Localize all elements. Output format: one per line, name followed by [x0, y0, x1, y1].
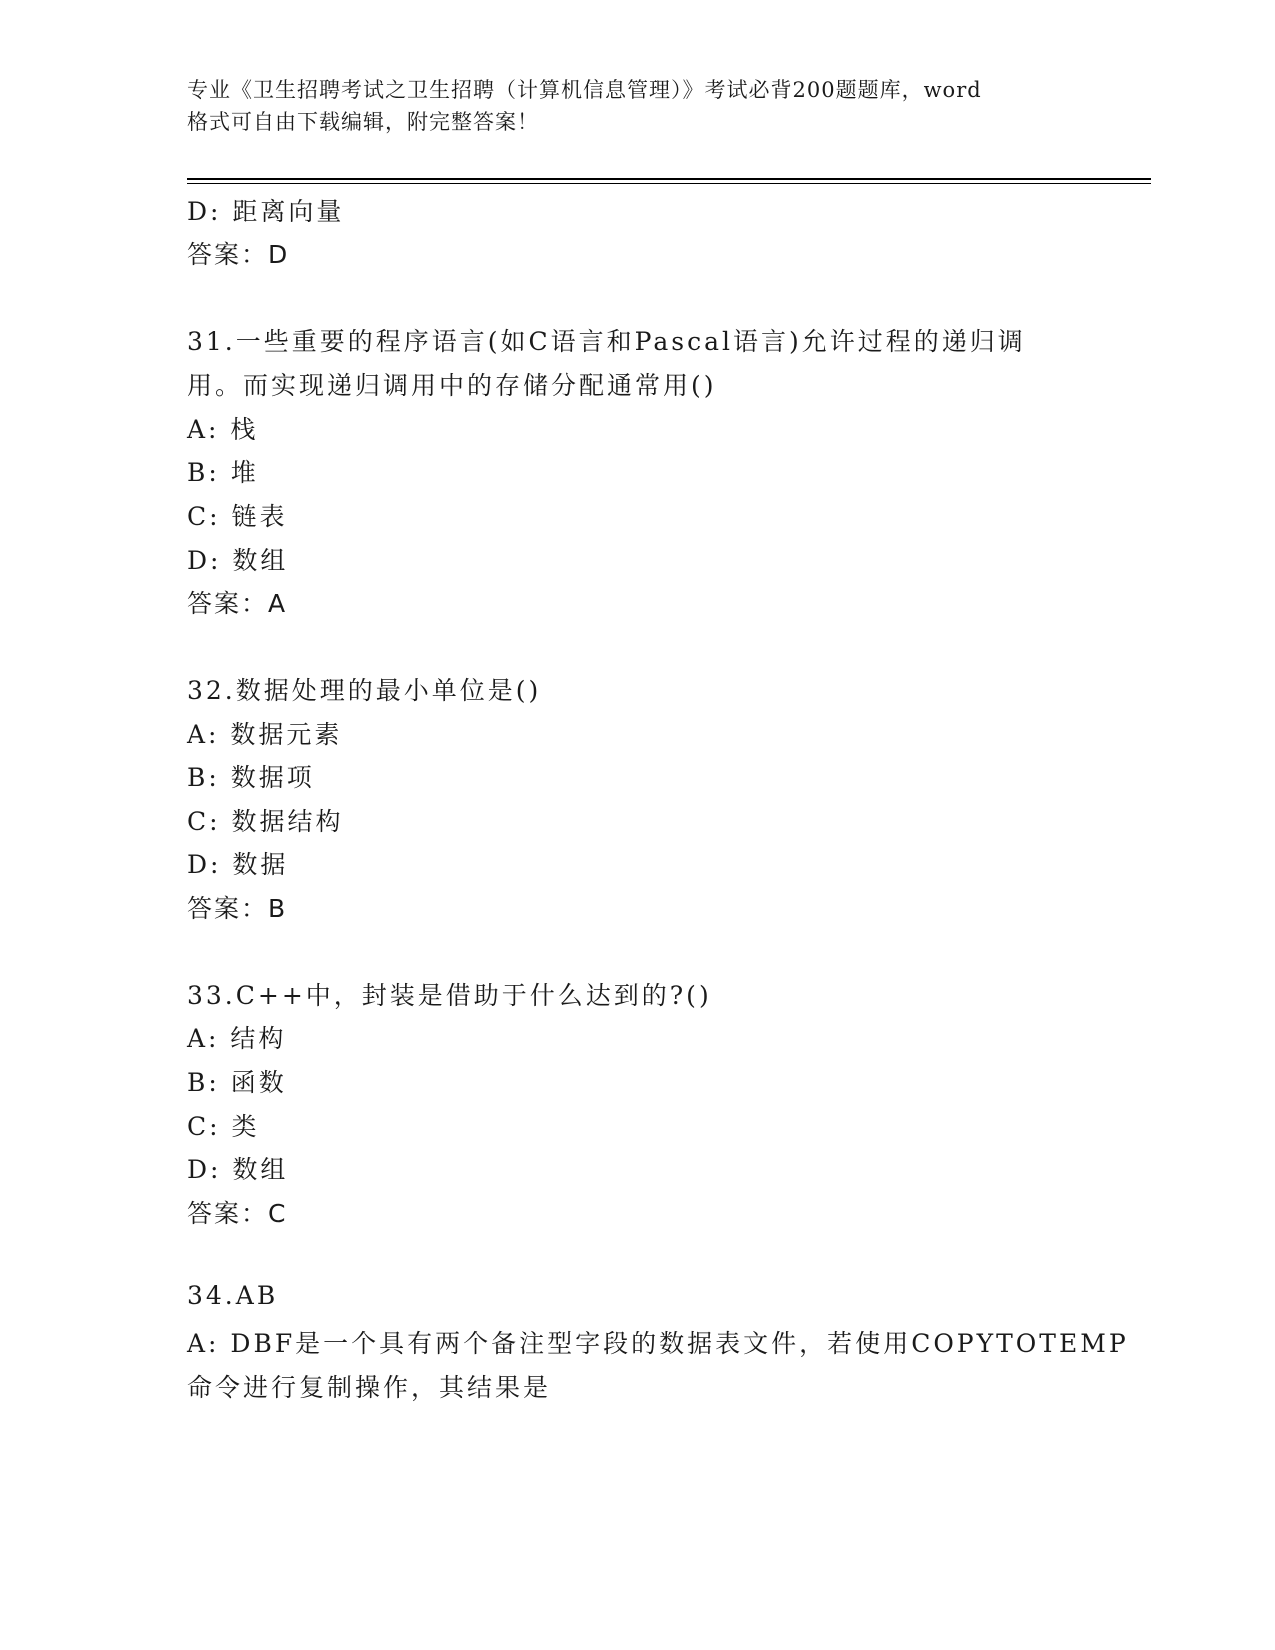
question-33-answer: 答案：C — [187, 1199, 288, 1228]
question-32-option-b: B: 数据项 — [187, 763, 315, 792]
header-divider-thick — [187, 178, 1151, 180]
question-34-option-a-line-1: A: DBF是一个具有两个备注型字段的数据表文件，若使用COPYTOTEMP — [187, 1329, 1129, 1358]
question-33-option-a: A: 结构 — [187, 1024, 287, 1053]
answer-prev: 答案：D — [187, 240, 290, 269]
question-31-option-c: C: 链表 — [187, 502, 288, 531]
question-32-answer: 答案：B — [187, 894, 288, 923]
header-line-2: 格式可自由下载编辑，附完整答案！ — [187, 110, 539, 134]
question-34-option-a-line-2: 命令进行复制操作，其结果是 — [187, 1373, 552, 1402]
question-32-option-c: C: 数据结构 — [187, 807, 344, 836]
question-33-stem: 33.C++中，封装是借助于什么达到的?() — [187, 981, 712, 1010]
question-31-option-a: A: 栈 — [187, 415, 259, 444]
question-31-stem-line-1: 31.一些重要的程序语言(如C语言和Pascal语言)允许过程的递归调 — [187, 327, 1026, 356]
question-31-stem-line-2: 用。而实现递归调用中的存储分配通常用() — [187, 371, 717, 400]
question-31-option-d: D: 数组 — [187, 546, 289, 575]
header-divider-thin — [187, 183, 1151, 184]
question-32-stem: 32.数据处理的最小单位是() — [187, 676, 542, 705]
document-header — [187, 74, 1087, 138]
question-32-option-a: A: 数据元素 — [187, 720, 343, 749]
question-31-answer: 答案：A — [187, 589, 288, 618]
header-line-1: 专业《卫生招聘考试之卫生招聘（计算机信息管理）》考试必背200题题库，word — [187, 78, 982, 102]
question-32-option-d: D: 数据 — [187, 850, 289, 879]
question-33-option-b: B: 函数 — [187, 1068, 287, 1097]
question-31-option-b: B: 堆 — [187, 458, 259, 487]
option-d-prev: D: 距离向量 — [187, 197, 345, 226]
question-33-option-d: D: 数组 — [187, 1155, 289, 1184]
question-34-stem: 34.AB — [187, 1281, 279, 1310]
question-33-option-c: C: 类 — [187, 1112, 260, 1141]
